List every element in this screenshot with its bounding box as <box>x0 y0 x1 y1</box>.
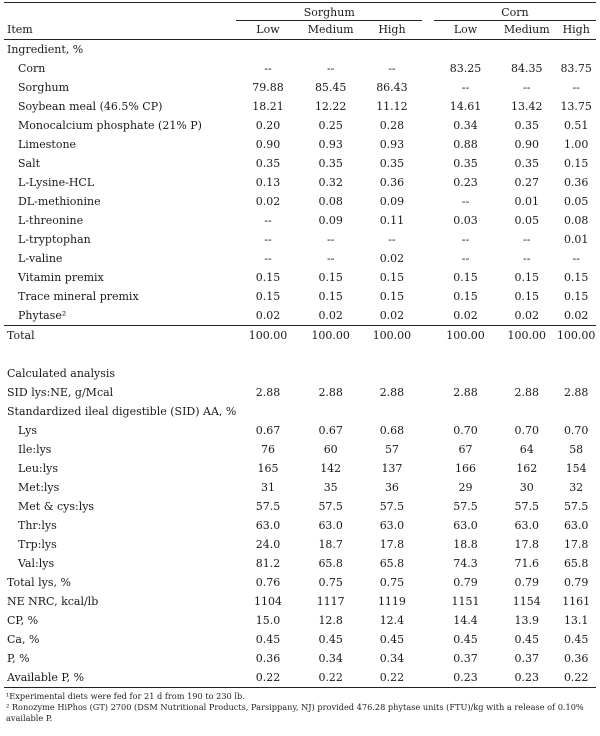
value-cell: 100.00 <box>300 326 362 346</box>
value-cell: 1.00 <box>563 137 589 151</box>
value-cell: 13.9 <box>514 613 539 627</box>
value-cell: 86.43 <box>376 80 408 94</box>
row-label: Calculated analysis <box>7 366 116 380</box>
value-cell: 30 <box>519 480 534 494</box>
value-cell: 0.01 <box>563 232 589 246</box>
table-row <box>4 364 596 383</box>
value-cell: 63.0 <box>379 518 405 532</box>
value-cell: 0.23 <box>497 668 556 688</box>
value-cell <box>362 345 422 364</box>
table-row <box>4 268 596 287</box>
value-cell: 0.68 <box>379 423 405 437</box>
row-label: Trace mineral premix <box>18 289 139 303</box>
table-row <box>4 478 596 497</box>
value-cell: 0.35 <box>318 156 343 170</box>
value-cell: 0.15 <box>379 270 405 284</box>
value-cell: 0.02 <box>318 308 343 322</box>
value-cell <box>434 40 497 60</box>
value-cell: 0.79 <box>514 575 539 589</box>
value-cell: 100.00 <box>556 326 596 346</box>
value-cell: 0.35 <box>514 118 539 132</box>
value-cell: 0.15 <box>563 270 589 284</box>
value-cell <box>497 402 556 421</box>
value-cell: 2.88 <box>453 385 478 399</box>
value-cell: 67 <box>458 442 473 456</box>
value-cell: 0.01 <box>514 194 539 208</box>
value-cell: 0.02 <box>453 308 478 322</box>
table-row <box>4 230 596 249</box>
value-cell: 0.79 <box>453 575 478 589</box>
value-cell: 63.0 <box>514 518 539 532</box>
value-cell: 0.22 <box>362 668 422 688</box>
row-label: Lys <box>18 423 37 437</box>
value-cell: 0.90 <box>514 137 539 151</box>
row-label: Ingredient, % <box>7 42 84 56</box>
row-label: Met & cys:lys <box>18 499 95 513</box>
value-cell: 2.88 <box>563 385 589 399</box>
table-row <box>4 497 596 516</box>
value-cell <box>497 345 556 364</box>
value-cell <box>236 40 299 60</box>
row-label: Leu:lys <box>18 461 58 475</box>
value-cell: 0.13 <box>255 175 281 189</box>
value-cell: 1117 <box>316 594 345 608</box>
table-row <box>4 192 596 211</box>
value-cell: 154 <box>565 461 587 475</box>
row-label: L-threonine <box>18 213 84 227</box>
value-cell: 0.22 <box>556 668 596 688</box>
value-cell: 0.75 <box>318 575 343 589</box>
value-cell: -- <box>264 61 272 75</box>
row-label: Vitamin premix <box>18 270 104 284</box>
value-cell: 0.02 <box>563 308 589 322</box>
value-cell: 76 <box>260 442 275 456</box>
value-cell <box>362 364 422 383</box>
row-label: Standardized ileal digestible (SID) AA, % <box>7 404 237 418</box>
value-cell <box>434 345 497 364</box>
row-label: Total <box>4 326 236 346</box>
value-cell: 0.05 <box>514 213 539 227</box>
table-row <box>4 611 596 630</box>
value-cell <box>236 364 299 383</box>
value-cell <box>434 364 497 383</box>
value-cell: 1154 <box>512 594 541 608</box>
value-cell: 58 <box>569 442 584 456</box>
value-cell: 0.36 <box>563 175 589 189</box>
value-cell: 12.4 <box>379 613 405 627</box>
value-cell: 57.5 <box>255 499 281 513</box>
table-row <box>4 421 596 440</box>
table-row <box>4 306 596 326</box>
value-cell: 12.8 <box>318 613 343 627</box>
value-cell: -- <box>461 80 470 94</box>
table-body <box>4 40 596 688</box>
value-cell: 0.70 <box>563 423 589 437</box>
value-cell: -- <box>572 251 580 265</box>
table-row <box>4 326 596 346</box>
value-cell: -- <box>523 232 531 246</box>
value-cell <box>556 364 596 383</box>
table-row <box>4 535 596 554</box>
value-cell: 0.15 <box>255 270 281 284</box>
table-row <box>4 554 596 573</box>
value-cell: 57.5 <box>514 499 539 513</box>
table-row <box>4 459 596 478</box>
row-label: Available P, % <box>4 668 236 688</box>
value-cell: 15.0 <box>255 613 281 627</box>
row-label: Thr:lys <box>18 518 57 532</box>
table-row <box>4 516 596 535</box>
value-cell: 166 <box>455 461 476 475</box>
row-label: Val:lys <box>18 556 55 570</box>
value-cell: 84.35 <box>511 61 543 75</box>
footnote: ¹Experimental diets were fed for 21 d from 190 to 230 lb. <box>6 691 245 701</box>
value-cell <box>300 402 362 421</box>
value-cell: 0.15 <box>453 270 478 284</box>
value-cell: 0.34 <box>453 118 478 132</box>
value-cell: 0.23 <box>453 175 478 189</box>
level-header: High <box>362 21 422 40</box>
value-cell: 64 <box>519 442 534 456</box>
value-cell: -- <box>461 194 470 208</box>
row-label: Ca, % <box>7 632 40 646</box>
value-cell: 0.03 <box>453 213 478 227</box>
row-label: L-Lysine-HCL <box>18 175 95 189</box>
table-row <box>4 649 596 668</box>
row-label: SID lys:NE, g/Mcal <box>7 385 114 399</box>
value-cell: 2.88 <box>379 385 405 399</box>
value-cell: 57.5 <box>318 499 343 513</box>
value-cell: 13.42 <box>511 99 543 113</box>
value-cell <box>556 40 596 60</box>
value-cell: 74.3 <box>453 556 478 570</box>
value-cell: 57 <box>384 442 399 456</box>
value-cell: 100.00 <box>362 326 422 346</box>
value-cell: 63.0 <box>255 518 281 532</box>
value-cell: 0.36 <box>379 175 405 189</box>
value-cell: 0.93 <box>318 137 343 151</box>
value-cell <box>300 345 362 364</box>
value-cell: 24.0 <box>255 537 281 551</box>
value-cell: 0.15 <box>318 270 343 284</box>
value-cell: -- <box>326 61 335 75</box>
value-cell: 0.22 <box>300 668 362 688</box>
value-cell: -- <box>264 213 272 227</box>
value-cell: 11.12 <box>376 99 408 113</box>
value-cell: 0.23 <box>434 668 497 688</box>
value-cell <box>434 402 497 421</box>
level-header: Low <box>236 21 299 40</box>
value-cell: 1119 <box>377 594 406 608</box>
value-cell: 0.02 <box>255 194 281 208</box>
value-cell: 32 <box>569 480 584 494</box>
table-row <box>4 40 596 60</box>
row-label: Phytase² <box>18 308 67 322</box>
value-cell: 83.75 <box>560 61 592 75</box>
value-cell: 0.45 <box>514 632 539 646</box>
value-cell: 0.45 <box>563 632 589 646</box>
value-cell: 63.0 <box>453 518 478 532</box>
value-cell: 165 <box>257 461 279 475</box>
value-cell: -- <box>388 61 396 75</box>
value-cell: 0.02 <box>514 308 539 322</box>
value-cell: 0.79 <box>563 575 589 589</box>
row-label: L-valine <box>18 251 63 265</box>
value-cell: 162 <box>516 461 538 475</box>
value-cell: 18.21 <box>252 99 284 113</box>
table-row <box>4 78 596 97</box>
value-cell: 0.22 <box>236 668 299 688</box>
table-row <box>4 287 596 306</box>
value-cell: 81.2 <box>255 556 281 570</box>
value-cell: 2.88 <box>514 385 539 399</box>
value-cell: 0.27 <box>514 175 539 189</box>
row-label: CP, % <box>7 613 39 627</box>
value-cell <box>556 345 596 364</box>
value-cell: 0.09 <box>379 194 405 208</box>
value-cell: -- <box>461 232 470 246</box>
table-row <box>4 668 596 688</box>
value-cell: 57.5 <box>563 499 589 513</box>
table-row <box>4 383 596 402</box>
group-header-row <box>4 3 596 21</box>
value-cell: 142 <box>320 461 342 475</box>
footnote: ² Ronozyme HiPhos (GT) 2700 (DSM Nutritional Products, Parsippany, NJ) provided 476.28 phytase units (FTU)/kg with a release of 0.10% available P. <box>6 702 584 723</box>
value-cell: 0.15 <box>379 289 405 303</box>
value-cell: 100.00 <box>497 326 556 346</box>
value-cell: 0.51 <box>563 118 589 132</box>
value-cell: 0.70 <box>453 423 478 437</box>
value-cell: 0.90 <box>255 137 281 151</box>
value-cell: 0.08 <box>318 194 343 208</box>
value-cell: 0.32 <box>318 175 343 189</box>
value-cell: 0.28 <box>379 118 405 132</box>
value-cell: 60 <box>323 442 338 456</box>
value-cell: 17.8 <box>379 537 405 551</box>
value-cell: 57.5 <box>379 499 405 513</box>
table-row <box>4 592 596 611</box>
value-cell: 0.35 <box>453 156 478 170</box>
row-label: Met:lys <box>18 480 60 494</box>
value-cell: 0.09 <box>318 213 343 227</box>
level-header: High <box>556 21 596 40</box>
value-cell: 0.15 <box>514 270 539 284</box>
value-cell: 0.02 <box>379 308 405 322</box>
value-cell: 17.8 <box>563 537 589 551</box>
value-cell: 0.34 <box>318 651 343 665</box>
value-cell: 100.00 <box>434 326 497 346</box>
table-row <box>4 135 596 154</box>
value-cell: 0.67 <box>255 423 281 437</box>
value-cell: 29 <box>458 480 473 494</box>
value-cell: 0.45 <box>379 632 405 646</box>
row-label: Salt <box>18 156 41 170</box>
value-cell: 0.02 <box>379 251 405 265</box>
table-row <box>4 154 596 173</box>
level-header: Medium <box>497 21 556 40</box>
row-label: Ile:lys <box>18 442 52 456</box>
table-row <box>4 630 596 649</box>
group-header-sorghum: Sorghum <box>236 3 422 21</box>
row-label: Total lys, % <box>7 575 71 589</box>
value-cell: 17.8 <box>514 537 539 551</box>
item-column-header: Item <box>4 21 236 40</box>
value-cell: 0.93 <box>379 137 405 151</box>
value-cell: -- <box>523 251 531 265</box>
row-label: P, % <box>7 651 30 665</box>
table-row <box>4 440 596 459</box>
value-cell: 0.76 <box>255 575 281 589</box>
row-label: Trp:lys <box>18 537 57 551</box>
value-cell <box>236 402 299 421</box>
value-cell: 1104 <box>253 594 282 608</box>
value-cell: 0.37 <box>514 651 539 665</box>
value-cell: 1161 <box>562 594 591 608</box>
footnotes <box>6 691 596 724</box>
value-cell: 0.02 <box>255 308 281 322</box>
value-cell: -- <box>523 80 531 94</box>
value-cell: 0.35 <box>255 156 281 170</box>
value-cell: 1151 <box>451 594 480 608</box>
value-cell: 0.15 <box>563 289 589 303</box>
value-cell: 0.08 <box>563 213 589 227</box>
value-cell <box>362 40 422 60</box>
row-label: Sorghum <box>18 80 70 94</box>
value-cell: 0.45 <box>318 632 343 646</box>
value-cell: 0.15 <box>255 289 281 303</box>
value-cell: 13.75 <box>560 99 592 113</box>
value-cell: 85.45 <box>314 80 347 94</box>
value-cell: 0.25 <box>318 118 343 132</box>
value-cell: -- <box>326 232 335 246</box>
value-cell: -- <box>264 232 272 246</box>
table-row <box>4 211 596 230</box>
value-cell: -- <box>572 80 580 94</box>
table-row <box>4 116 596 135</box>
value-cell: 0.15 <box>563 156 589 170</box>
value-cell <box>556 402 596 421</box>
value-cell: 65.8 <box>379 556 405 570</box>
value-cell: 71.6 <box>514 556 539 570</box>
value-cell: 0.45 <box>453 632 478 646</box>
value-cell: 0.20 <box>255 118 281 132</box>
value-cell: 65.8 <box>563 556 589 570</box>
value-cell: -- <box>461 251 470 265</box>
value-cell: 0.15 <box>514 289 539 303</box>
value-cell: -- <box>264 251 272 265</box>
value-cell: 0.70 <box>514 423 539 437</box>
table-row <box>4 173 596 192</box>
row-label: Limestone <box>18 137 77 151</box>
value-cell: 14.61 <box>449 99 482 113</box>
value-cell: 0.15 <box>453 289 478 303</box>
value-cell: 0.34 <box>379 651 405 665</box>
value-cell: 83.25 <box>449 61 482 75</box>
value-cell: 0.75 <box>379 575 405 589</box>
value-cell: -- <box>326 251 335 265</box>
value-cell: 57.5 <box>453 499 478 513</box>
value-cell: 0.88 <box>453 137 478 151</box>
row-label: Monocalcium phosphate (21% P) <box>18 118 202 132</box>
value-cell: 63.0 <box>318 518 343 532</box>
group-header-corn: Corn <box>434 3 596 21</box>
row-label: L-tryptophan <box>18 232 91 246</box>
level-header: Low <box>434 21 497 40</box>
value-cell: 0.35 <box>379 156 405 170</box>
row-label: NE NRC, kcal/lb <box>7 594 99 608</box>
value-cell: 0.37 <box>453 651 478 665</box>
value-cell: 0.45 <box>255 632 281 646</box>
diet-composition-table <box>4 3 596 688</box>
value-cell: 79.88 <box>252 80 284 94</box>
value-cell: 18.7 <box>318 537 343 551</box>
value-cell: 13.1 <box>563 613 589 627</box>
value-cell <box>236 345 299 364</box>
table-row <box>4 402 596 421</box>
table-row <box>4 573 596 592</box>
value-cell: 2.88 <box>255 385 281 399</box>
value-cell: -- <box>388 232 396 246</box>
row-label: Soybean meal (46.5% CP) <box>18 99 163 113</box>
table-row <box>4 345 596 364</box>
level-header-row <box>4 21 596 40</box>
value-cell: 0.11 <box>379 213 405 227</box>
row-label <box>4 345 236 364</box>
value-cell: 18.8 <box>453 537 478 551</box>
value-cell: 0.05 <box>563 194 589 208</box>
value-cell: 35 <box>323 480 338 494</box>
value-cell: 63.0 <box>563 518 589 532</box>
value-cell: 12.22 <box>314 99 347 113</box>
table-row <box>4 249 596 268</box>
value-cell: 0.67 <box>318 423 343 437</box>
table-row <box>4 59 596 78</box>
value-cell <box>300 40 362 60</box>
value-cell: 2.88 <box>318 385 343 399</box>
value-cell: 100.00 <box>236 326 299 346</box>
value-cell: 0.15 <box>318 289 343 303</box>
value-cell: 0.36 <box>563 651 589 665</box>
value-cell: 137 <box>381 461 403 475</box>
row-label: Corn <box>18 61 46 75</box>
value-cell <box>362 402 422 421</box>
row-label: DL-methionine <box>18 194 101 208</box>
value-cell <box>497 364 556 383</box>
value-cell <box>300 364 362 383</box>
value-cell: 0.36 <box>255 651 281 665</box>
value-cell: 0.35 <box>514 156 539 170</box>
value-cell <box>497 40 556 60</box>
value-cell: 65.8 <box>318 556 343 570</box>
table-row <box>4 97 596 116</box>
value-cell: 31 <box>260 480 275 494</box>
value-cell: 36 <box>384 480 399 494</box>
value-cell: 14.4 <box>453 613 478 627</box>
level-header: Medium <box>300 21 362 40</box>
